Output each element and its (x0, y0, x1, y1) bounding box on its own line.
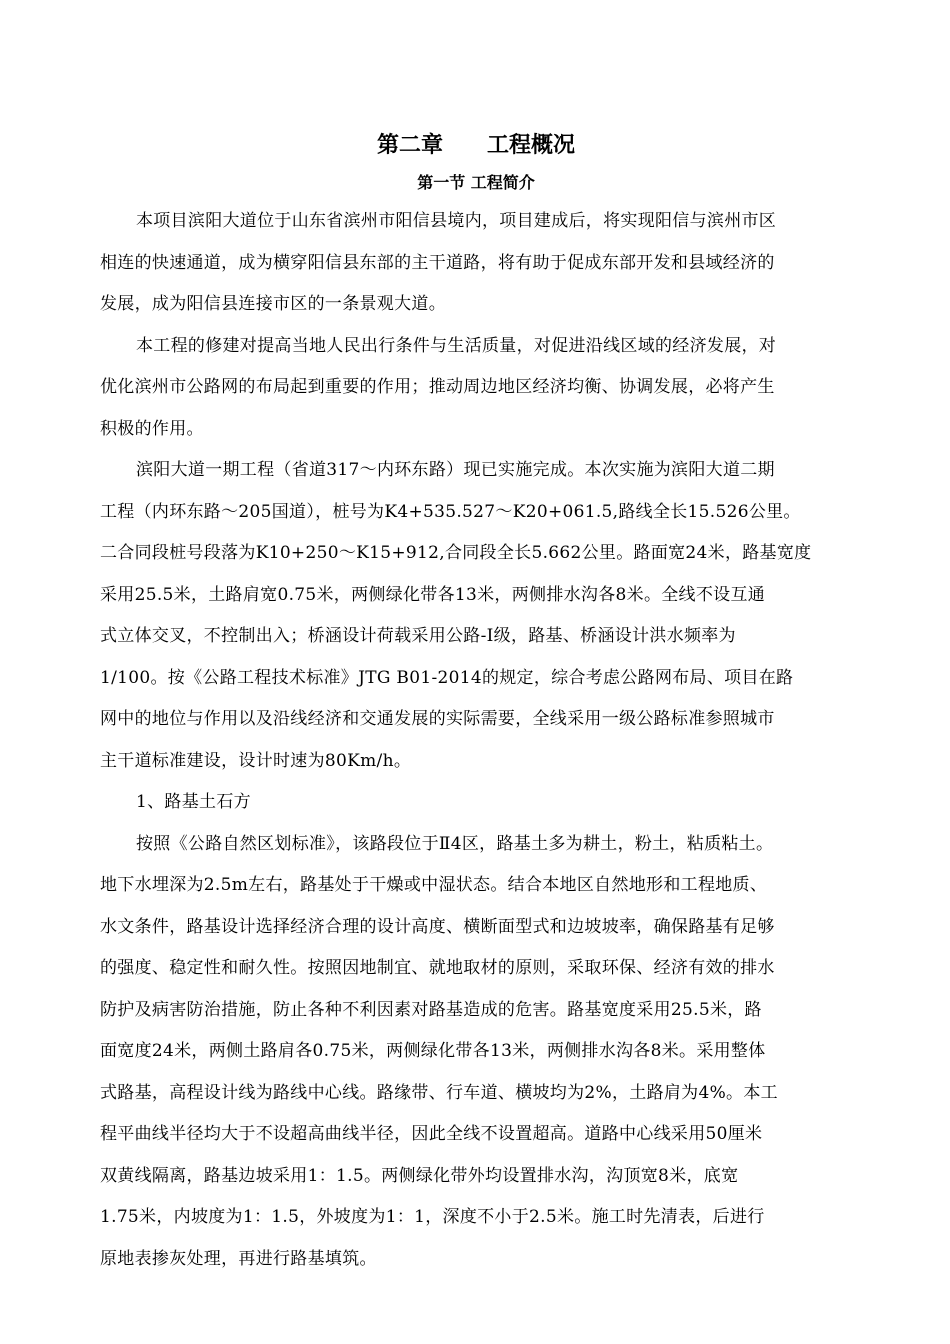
paragraph-intro (100, 201, 852, 326)
paragraph-line: 积极的作用。 (100, 418, 204, 439)
paragraph-line: 相连的快速通道，成为横穿阳信县东部的主干道路，将有助于促成东部开发和县域经济的 (100, 252, 775, 273)
paragraph-line: 主干道标准建设，设计时速为80Km/h。 (100, 750, 412, 771)
section-title: 第一节 工程简介 (417, 173, 535, 192)
paragraph-line: 水文条件，路基设计选择经济合理的设计高度、横断面型式和边坡坡率，确保路基有足够 (100, 916, 775, 937)
paragraph-line: 程平曲线半径均大于不设超高曲线半径，因此全线不设置超高。道路中心线采用50厘米 (100, 1124, 763, 1144)
paragraph-line: 网中的地位与作用以及沿线经济和交通发展的实际需要，全线采用一级公路标准参照城市 (100, 709, 775, 729)
paragraph-line: 1/100。按《公路工程技术标准》JTG B01-2014的规定，综合考虑公路网布局、项目在路 (100, 667, 794, 688)
paragraph-line: 二合同段桩号段落为K10+250～K15+912,合同段全长5.662公里。路面宽24米，路基宽度 (100, 543, 812, 563)
paragraph-line: 采用25.5米，土路肩宽0.75米，两侧绿化带各13米，两侧排水沟各8米。全线不设互通 (100, 584, 766, 605)
paragraph-subgrade (100, 824, 852, 1281)
paragraph-line: 面宽度24米，两侧土路肩各0.75米，两侧绿化带各13米，两侧排水沟各8米。采用整体 (100, 1041, 766, 1061)
paragraph-line: 本项目滨阳大道位于山东省滨州市阳信县境内，项目建成后，将实现阳信与滨州市区 (136, 211, 777, 231)
paragraph-line: 本工程的修建对提高当地人民出行条件与生活质量，对促进沿线区域的经济发展，对 (136, 335, 777, 356)
paragraph-line: 1.75米，内坡度为1：1.5，外坡度为1：1，深度不小于2.5米。施工时先清表，后进行 (100, 1207, 765, 1227)
paragraph-line: 防护及病害防治措施，防止各种不利因素对路基造成的危害。路基宽度采用25.5米，路 (100, 999, 762, 1020)
paragraph-line: 工程（内环东路～205国道），桩号为K4+535.527～K20+061.5,路线全长15.526公里。 (100, 501, 801, 522)
subsection-heading-text: 1、路基土石方 (136, 792, 251, 812)
chapter-title: 第二章 工程概况 (376, 132, 575, 158)
paragraph-line: 原地表掺灰处理，再进行路基填筑。 (100, 1248, 377, 1269)
paragraph-line: 的强度、稳定性和耐久性。按照因地制宜、就地取材的原则，采取环保、经济有效的排水 (100, 958, 775, 978)
paragraph-line: 双黄线隔离，路基边坡采用1：1.5。两侧绿化带外均设置排水沟，沟顶宽8米，底宽 (100, 1165, 739, 1186)
subsection-heading (100, 782, 852, 824)
paragraph-line: 式路基，高程设计线为路线中心线。路缘带、行车道、横坡均为2%，土路肩为4%。本工 (100, 1082, 778, 1103)
document-page (100, 125, 852, 1280)
paragraph-significance (100, 326, 852, 451)
paragraph-line: 滨阳大道一期工程（省道317～内环东路）现已实施完成。本次实施为滨阳大道二期 (136, 460, 775, 480)
paragraph-line: 按照《公路自然区划标准》，该路段位于Ⅱ4区，路基土多为耕土，粉土，粘质粘土。 (136, 833, 774, 854)
paragraph-scope (100, 450, 852, 782)
paragraph-line: 发展，成为阳信县连接市区的一条景观大道。 (100, 294, 446, 314)
paragraph-line: 优化滨州市公路网的布局起到重要的作用；推动周边地区经济均衡、协调发展，必将产生 (100, 377, 775, 397)
paragraph-line: 地下水埋深为2.5m左右，路基处于干燥或中湿状态。结合本地区自然地形和工程地质、 (100, 875, 768, 895)
paragraph-line: 式立体交叉，不控制出入；桥涵设计荷载采用公路-Ⅰ级，路基、桥涵设计洪水频率为 (100, 626, 736, 646)
